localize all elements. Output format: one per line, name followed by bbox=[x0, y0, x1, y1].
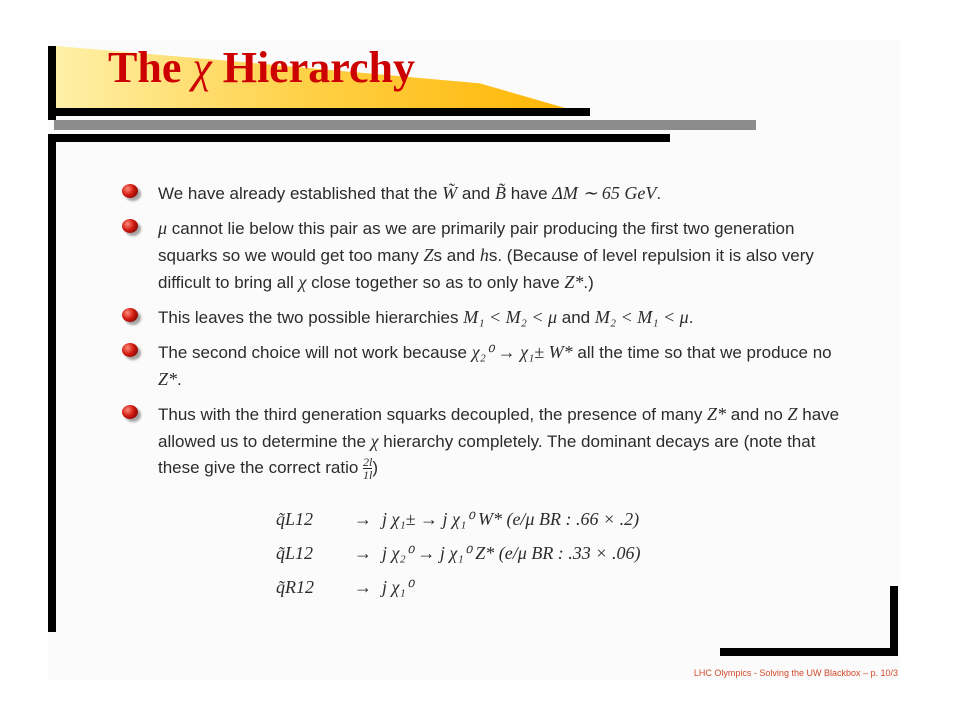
frame-corner-vertical bbox=[890, 586, 898, 656]
bullet-text: close together so as to only have bbox=[306, 273, 565, 292]
frame-corner-horizontal bbox=[720, 648, 898, 656]
equation-rhs: j χ₂⁰ → j χ₁⁰ Z* (e/μ BR : .33 × .06) bbox=[382, 542, 641, 563]
arrow-icon: → bbox=[354, 576, 372, 597]
bullet-text: and bbox=[557, 308, 595, 327]
bullet-item bbox=[118, 215, 858, 296]
bullet-text: . bbox=[177, 370, 182, 389]
bullet-ball-icon bbox=[122, 184, 138, 198]
equation-row bbox=[276, 502, 640, 536]
math-hierarchy-2: M₂ < M₁ < μ bbox=[594, 307, 689, 327]
frame-left-bar bbox=[48, 134, 56, 632]
bullet-item bbox=[118, 401, 858, 481]
title-underline bbox=[48, 108, 590, 116]
title-prefix: The bbox=[108, 43, 182, 92]
math-z: Z bbox=[423, 245, 434, 265]
math-chi: χ bbox=[298, 272, 307, 292]
slide-title bbox=[108, 42, 415, 93]
bullet-item bbox=[118, 304, 858, 331]
bullet-text: s. (Because of level repulsion it is also very difficult to bring all bbox=[158, 246, 814, 292]
slide bbox=[48, 40, 900, 680]
math-chi: χ bbox=[370, 431, 379, 451]
arrow-icon: → bbox=[354, 542, 372, 563]
fraction-denominator: 1l bbox=[363, 468, 373, 483]
frame-top-bar bbox=[48, 134, 670, 142]
title-chi: χ bbox=[192, 43, 212, 92]
bullet-text: have bbox=[505, 184, 553, 203]
bullet-text: This leaves the two possible hierarchies bbox=[158, 308, 464, 327]
equation-rhs: j χ₁± → j χ₁⁰ W* (e/μ BR : .66 × .2) bbox=[382, 508, 640, 529]
bullet-text: The second choice will not work because bbox=[158, 343, 472, 362]
slide-footer: LHC Olympics - Solving the UW Blackbox – p. 10/3 bbox=[693, 668, 898, 678]
bullet-text: hierarchy completely. The dominant decays are (note that these give the correct ratio bbox=[158, 432, 816, 477]
math-hierarchy-1: M₁ < M₂ < μ bbox=[463, 307, 558, 327]
equation-rhs: j χ₁⁰ bbox=[382, 576, 413, 597]
bullet-text: .) bbox=[583, 273, 594, 292]
grey-divider bbox=[54, 120, 756, 130]
equation-lhs: q̃R12 bbox=[276, 576, 314, 597]
math-h: h bbox=[479, 245, 489, 265]
bullet-item bbox=[118, 339, 858, 393]
bullet-text: We have already established that the bbox=[158, 184, 443, 203]
math-z-star: Z* bbox=[707, 404, 727, 424]
equation-lhs: q̃L12 bbox=[276, 542, 314, 563]
bullet-ball-icon bbox=[122, 219, 138, 233]
bullet-text: ) bbox=[372, 458, 379, 477]
bullet-text: s and bbox=[433, 246, 480, 265]
math-z: Z bbox=[787, 404, 798, 424]
bullet-text: Thus with the third generation squarks decoupled, the presence of many bbox=[158, 405, 708, 424]
arrow-icon: → bbox=[354, 508, 372, 529]
bullet-ball-icon bbox=[122, 308, 138, 322]
bullet-text: all the time so that we produce no bbox=[572, 343, 832, 362]
equation-lhs: q̃L12 bbox=[276, 508, 314, 529]
math-z-star: Z* bbox=[564, 272, 584, 292]
bullet-item bbox=[118, 180, 858, 207]
ratio-fraction bbox=[363, 456, 372, 481]
math-w-tilde: W̃ bbox=[442, 183, 458, 203]
bullet-list bbox=[118, 180, 858, 489]
title-suffix: Hierarchy bbox=[222, 43, 415, 92]
math-z-star: Z* bbox=[158, 369, 178, 389]
math-b-tilde: B̃ bbox=[494, 183, 506, 203]
equation-row bbox=[276, 536, 640, 570]
bullet-text: cannot lie below this pair as we are primarily pair producing the first two generation squarks so we would get too many bbox=[158, 219, 795, 265]
math-delta-m: ΔM ∼ 65 GeV bbox=[552, 183, 657, 203]
math-mu: μ bbox=[158, 218, 168, 238]
equation-row bbox=[276, 570, 640, 604]
decay-equations bbox=[276, 502, 640, 604]
bullet-text: . bbox=[656, 184, 662, 203]
bullet-ball-icon bbox=[122, 343, 138, 357]
bullet-text: and bbox=[457, 184, 495, 203]
bullet-text: and no bbox=[726, 405, 788, 424]
math-decay: χ₂⁰ → χ₁± W* bbox=[471, 342, 573, 362]
fraction-numerator: 2l bbox=[363, 455, 373, 470]
bullet-ball-icon bbox=[122, 405, 138, 419]
bullet-text: have allowed us to determine the bbox=[158, 405, 840, 451]
bullet-text: . bbox=[688, 308, 694, 327]
